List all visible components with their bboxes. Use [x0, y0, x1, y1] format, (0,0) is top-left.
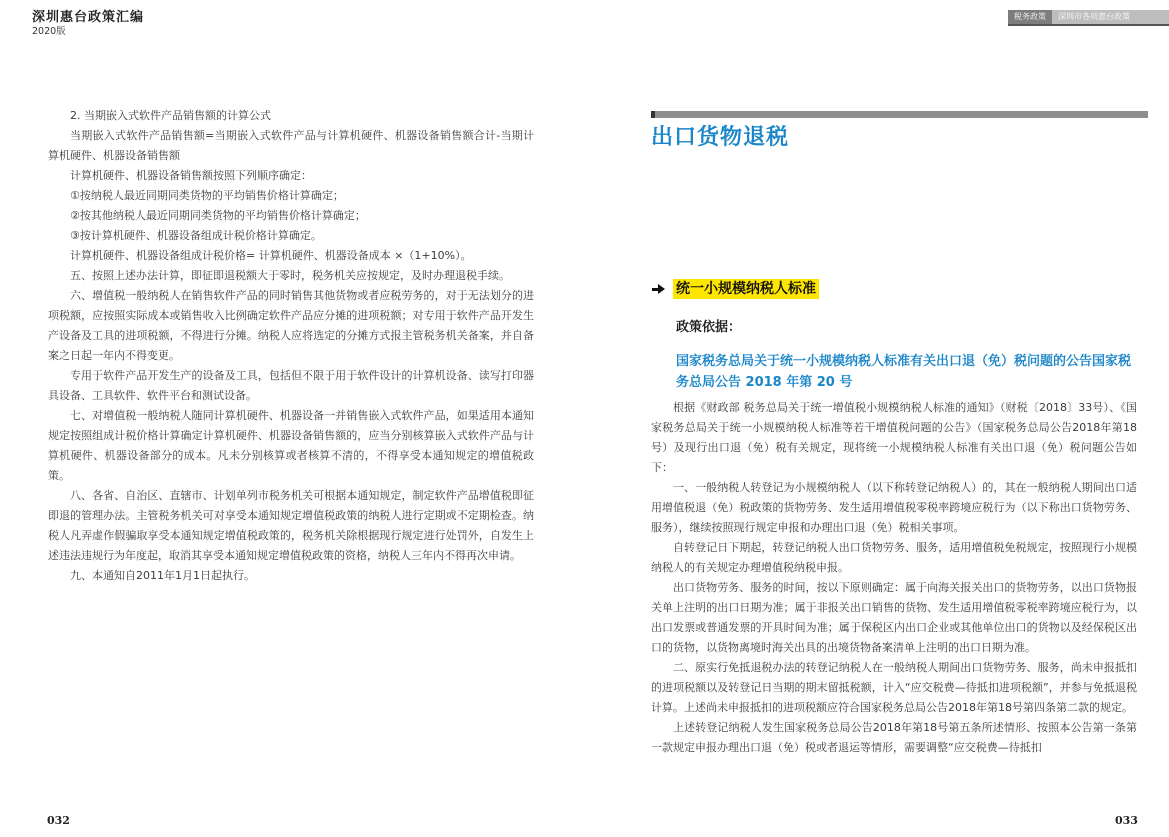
left-paragraph: 专用于软件产品开发生产的设备及工具，包括但不限于用于软件设计的计算机设备、读写打印器具设备、工具软件、软件平台和测试设备。: [48, 369, 534, 402]
left-paragraph: 五、按照上述办法计算，即征即退税额大于零时，税务机关应按规定，及时办理退税手续。: [70, 269, 510, 282]
section-rule: [651, 111, 1148, 118]
left-paragraph: 当期嵌入式软件产品销售额=当期嵌入式软件产品与计算机硬件、机器设备销售额合计-当期计算机硬件、机器设备销售额: [48, 129, 534, 162]
brand-year: 2020版: [32, 26, 66, 37]
header-divider: [1008, 24, 1169, 26]
left-paragraph: 八、各省、自治区、直辖市、计划单列市税务机关可根据本通知规定，制定软件产品增值税即征即退的管理办法。主管税务机关可对享受本通知规定增值税政策的纳税人进行定期或不定期检查。纳税人凡弄虚作假骗取享受本通知规定增值税政策的，税务机关除根据现行规定进行处罚外，自发生上述违法违规行为年度起，取消其享受本通知规定增值税政策的资格，纳税人三年内不得再次申请。: [48, 489, 534, 562]
right-page-body: [651, 398, 1137, 758]
left-paragraph: ①按纳税人最近同期同类货物的平均销售价格计算确定；: [70, 189, 344, 202]
arrow-right-icon: [652, 283, 665, 295]
section-title: 出口货物退税: [651, 125, 790, 150]
tab-tax-policy: 税务政策: [1008, 10, 1052, 24]
right-paragraph: 自转登记日下期起，转登记纳税人出口货物劳务、服务，适用增值税免税规定，按照现行小规模纳税人的有关规定办理增值税纳税申报。: [651, 541, 1137, 574]
brand-header: [32, 10, 144, 38]
document-title: 国家税务总局关于统一小规模纳税人标准有关出口退（免）税问题的公告国家税务总局公告 2018 年第 20 号: [676, 354, 1132, 390]
right-paragraph: 一、一般纳税人转登记为小规模纳税人（以下称转登记纳税人）的，其在一般纳税人期间出口适用增值税退（免）税政策的货物劳务、发生适用增值税零税率跨境应税行为（以下称出口货物劳务、服务），继续按照现行规定申报和办理出口退（免）税相关事项。: [651, 481, 1137, 534]
page-number-left: 032: [47, 814, 70, 827]
left-paragraph: 九、本通知自2011年1月1日起执行。: [70, 569, 255, 582]
right-paragraph: 出口货物劳务、服务的时间，按以下原则确定：属于向海关报关出口的货物劳务，以出口货物报关单上注明的出口日期为准；属于非报关出口销售的货物、发生适用增值税零税率跨境应税行为，以出口发票或普通发票的开具时间为准；属于保税区内出口企业或其他单位出口的货物以及经保税区出口的货物，以货物离境时海关出具的出境货物备案清单上注明的出口日期为准。: [651, 581, 1137, 654]
right-paragraph: 根据《财政部 税务总局关于统一增值税小规模纳税人标准的通知》（财税〔2018〕33号）、《国家税务总局关于统一小规模纳税人标准等若干增值税问题的公告》（国家税务总局公告2018年第18号）及现行出口退（免）税有关规定，现将统一小规模纳税人标准有关出口退（免）税问题公告如下：: [651, 401, 1137, 474]
page-number-right: 033: [1115, 814, 1138, 827]
left-paragraph: 计算机硬件、机器设备销售额按照下列顺序确定：: [70, 169, 312, 182]
right-paragraph: 二、原实行免抵退税办法的转登记纳税人在一般纳税人期间出口货物劳务、服务，尚未申报抵扣的进项税额以及转登记日当期的期末留抵税额，计入“应交税费—待抵扣进项税额”，并参与免抵退税计算。上述尚未申报抵扣的进项税额应符合国家税务总局公告2018年第18号第四条第二款的规定。: [651, 661, 1137, 714]
left-paragraph: 七、对增值税一般纳税人随同计算机硬件、机器设备一并销售嵌入式软件产品，如果适用本通知规定按照组成计税价格计算确定计算机硬件、机器设备销售额的，应当分别核算嵌入式软件产品与计算机硬件、机器设备部分的成本。凡未分别核算或者核算不清的，不得享受本通知规定的增值税政策。: [48, 409, 534, 482]
header-tab-bar: [1008, 10, 1169, 24]
left-paragraph: ③按计算机硬件、机器设备组成计税价格计算确定。: [70, 229, 322, 242]
tab-shenzhen-policies: 深圳市各项惠台政策: [1052, 10, 1169, 24]
left-paragraph: 六、增值税一般纳税人在销售软件产品的同时销售其他货物或者应税劳务的，对于无法划分的进项税额，应按照实际成本或销售收入比例确定软件产品应分摊的进项税额；对专用于软件产品开发生产设备及工具的进项税额，不得进行分摊。纳税人应将选定的分摊方式报主管税务机关备案，并自备案之日起一年内不得变更。: [48, 289, 534, 362]
left-paragraph: 2. 当期嵌入式软件产品销售额的计算公式: [70, 109, 271, 122]
right-paragraph: 上述转登记纳税人发生国家税务总局公告2018年第18号第五条所述情形、按照本公告第一条第一款规定申报办理出口退（免）税或者退运等情形，需要调整“应交税费—待抵扣: [651, 721, 1137, 754]
subheading: [652, 279, 819, 299]
policy-basis-label: 政策依据：: [676, 320, 742, 335]
left-page-body: [48, 106, 534, 586]
brand-title: 深圳惠台政策汇编: [32, 10, 145, 25]
subheading-text: 统一小规模纳税人标准: [673, 279, 819, 299]
left-paragraph: ②按其他纳税人最近同期同类货物的平均销售价格计算确定；: [70, 209, 366, 222]
left-paragraph: 计算机硬件、机器设备组成计税价格= 计算机硬件、机器设备成本 ×（1+10%）。: [70, 249, 472, 262]
